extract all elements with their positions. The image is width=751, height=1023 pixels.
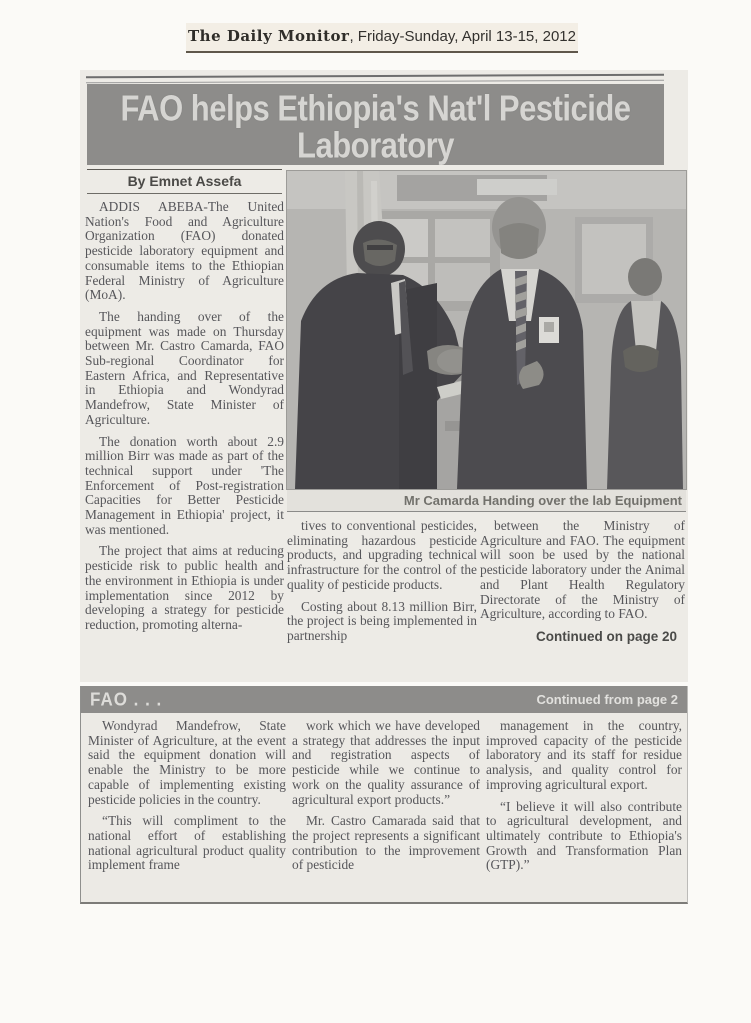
masthead-date: , Friday-Sunday, April 13-15, 2012: [349, 28, 576, 45]
section-label: FAO . . .: [90, 688, 163, 710]
column-middle: [287, 519, 477, 651]
continuation-column-middle: [292, 719, 480, 880]
continuation-column-right: [486, 719, 682, 880]
paragraph: Wondyrad Mandefrow, State Minister of Agriculture, at the event said the equipment donation will enable the Ministry to be more capable of implementing existing pesticide policies in the country.: [88, 718, 286, 807]
paragraph: The donation worth about 2.9 million Birr was made as part of the technical support under 'The Enforcement of Post-registration Capacities for Better Pesticide Management in Ethiopia' project, it was mentioned.: [85, 433, 284, 537]
paragraph: work which we have developed a strategy that addresses the input and registration aspects of pesticide while we continue to work on the quality assurance of agricultural export products.”: [292, 718, 480, 807]
continuation-column-left: [88, 719, 286, 880]
column-left: [85, 169, 284, 640]
paragraph: The project that aims at reducing pesticide risk to public health and the environment in Ethiopia is under implementation since 2012 by developing a strategy for pesticide reduction, promoting alterna-: [85, 543, 284, 632]
paragraph: The handing over of the equipment was made on Thursday between Mr. Castro Camarda, FAO Sub-regional Coordinator for Eastern Africa, and Representative in Ethiopia and Wondyrad Mandefrow, State Minister of Agriculture.: [85, 308, 284, 427]
top-rule-divider: [86, 74, 664, 84]
column-right: [480, 519, 685, 644]
photo-image: [287, 171, 686, 489]
photo-caption: Mr Camarda Handing over the lab Equipment: [287, 490, 686, 512]
paragraph: “I believe it will also contribute to agricultural development, and ultimately contribute to Ethiopia's Growth and Transformation Plan (GTP).”: [486, 798, 682, 873]
paragraph: “This will compliment to the national effort of establishing national agricultural product quality implement frame: [88, 813, 286, 873]
paragraph: tives to conventional pesticides, eliminating hazardous pesticide products, and upgrading technical infrastructure for the control of the quality of pesticide products.: [287, 518, 477, 592]
paragraph: Mr. Castro Camarada said that the project represents a significant contribution to the improvement of pesticide: [292, 813, 480, 873]
continuation-clip: [80, 686, 688, 904]
byline: By Emnet Assefa: [87, 169, 282, 194]
continued-on-label: Continued on page 20: [535, 628, 677, 644]
headline-line2: Laboratory: [297, 125, 454, 165]
headline-line1: FAO helps Ethiopia's Nat'l Pesticide: [120, 88, 631, 129]
article-photo: [287, 171, 686, 489]
masthead: [186, 23, 578, 53]
continued-from-label: Continued from page 2: [536, 692, 678, 707]
headline-bar: [87, 84, 664, 165]
paragraph: ADDIS ABEBA-The United Nation's Food and Agriculture Organization (FAO) donated pesticide laboratory equipment and consumable items to the Ethiopian Federal Ministry of Agriculture (MoA).: [85, 199, 284, 303]
continuation-header-bar: [81, 686, 687, 713]
paragraph: between the Ministry of Agriculture and FAO. The equipment will soon be used by the national pesticide laboratory under the Animal and Plant Health Regulatory Directorate of the Ministry of Agriculture, according to FAO.: [480, 518, 685, 622]
paper-name: The Daily Monitor: [188, 27, 350, 45]
scan-grain: [287, 171, 686, 489]
main-article-clip: [80, 70, 688, 682]
paragraph: management in the country, improved capacity of the pesticide laboratory and its staff for residue analysis, and quality control for improving agricultural export.: [486, 718, 682, 792]
paragraph: Costing about 8.13 million Birr, the project is being implemented in partnership: [287, 598, 477, 643]
